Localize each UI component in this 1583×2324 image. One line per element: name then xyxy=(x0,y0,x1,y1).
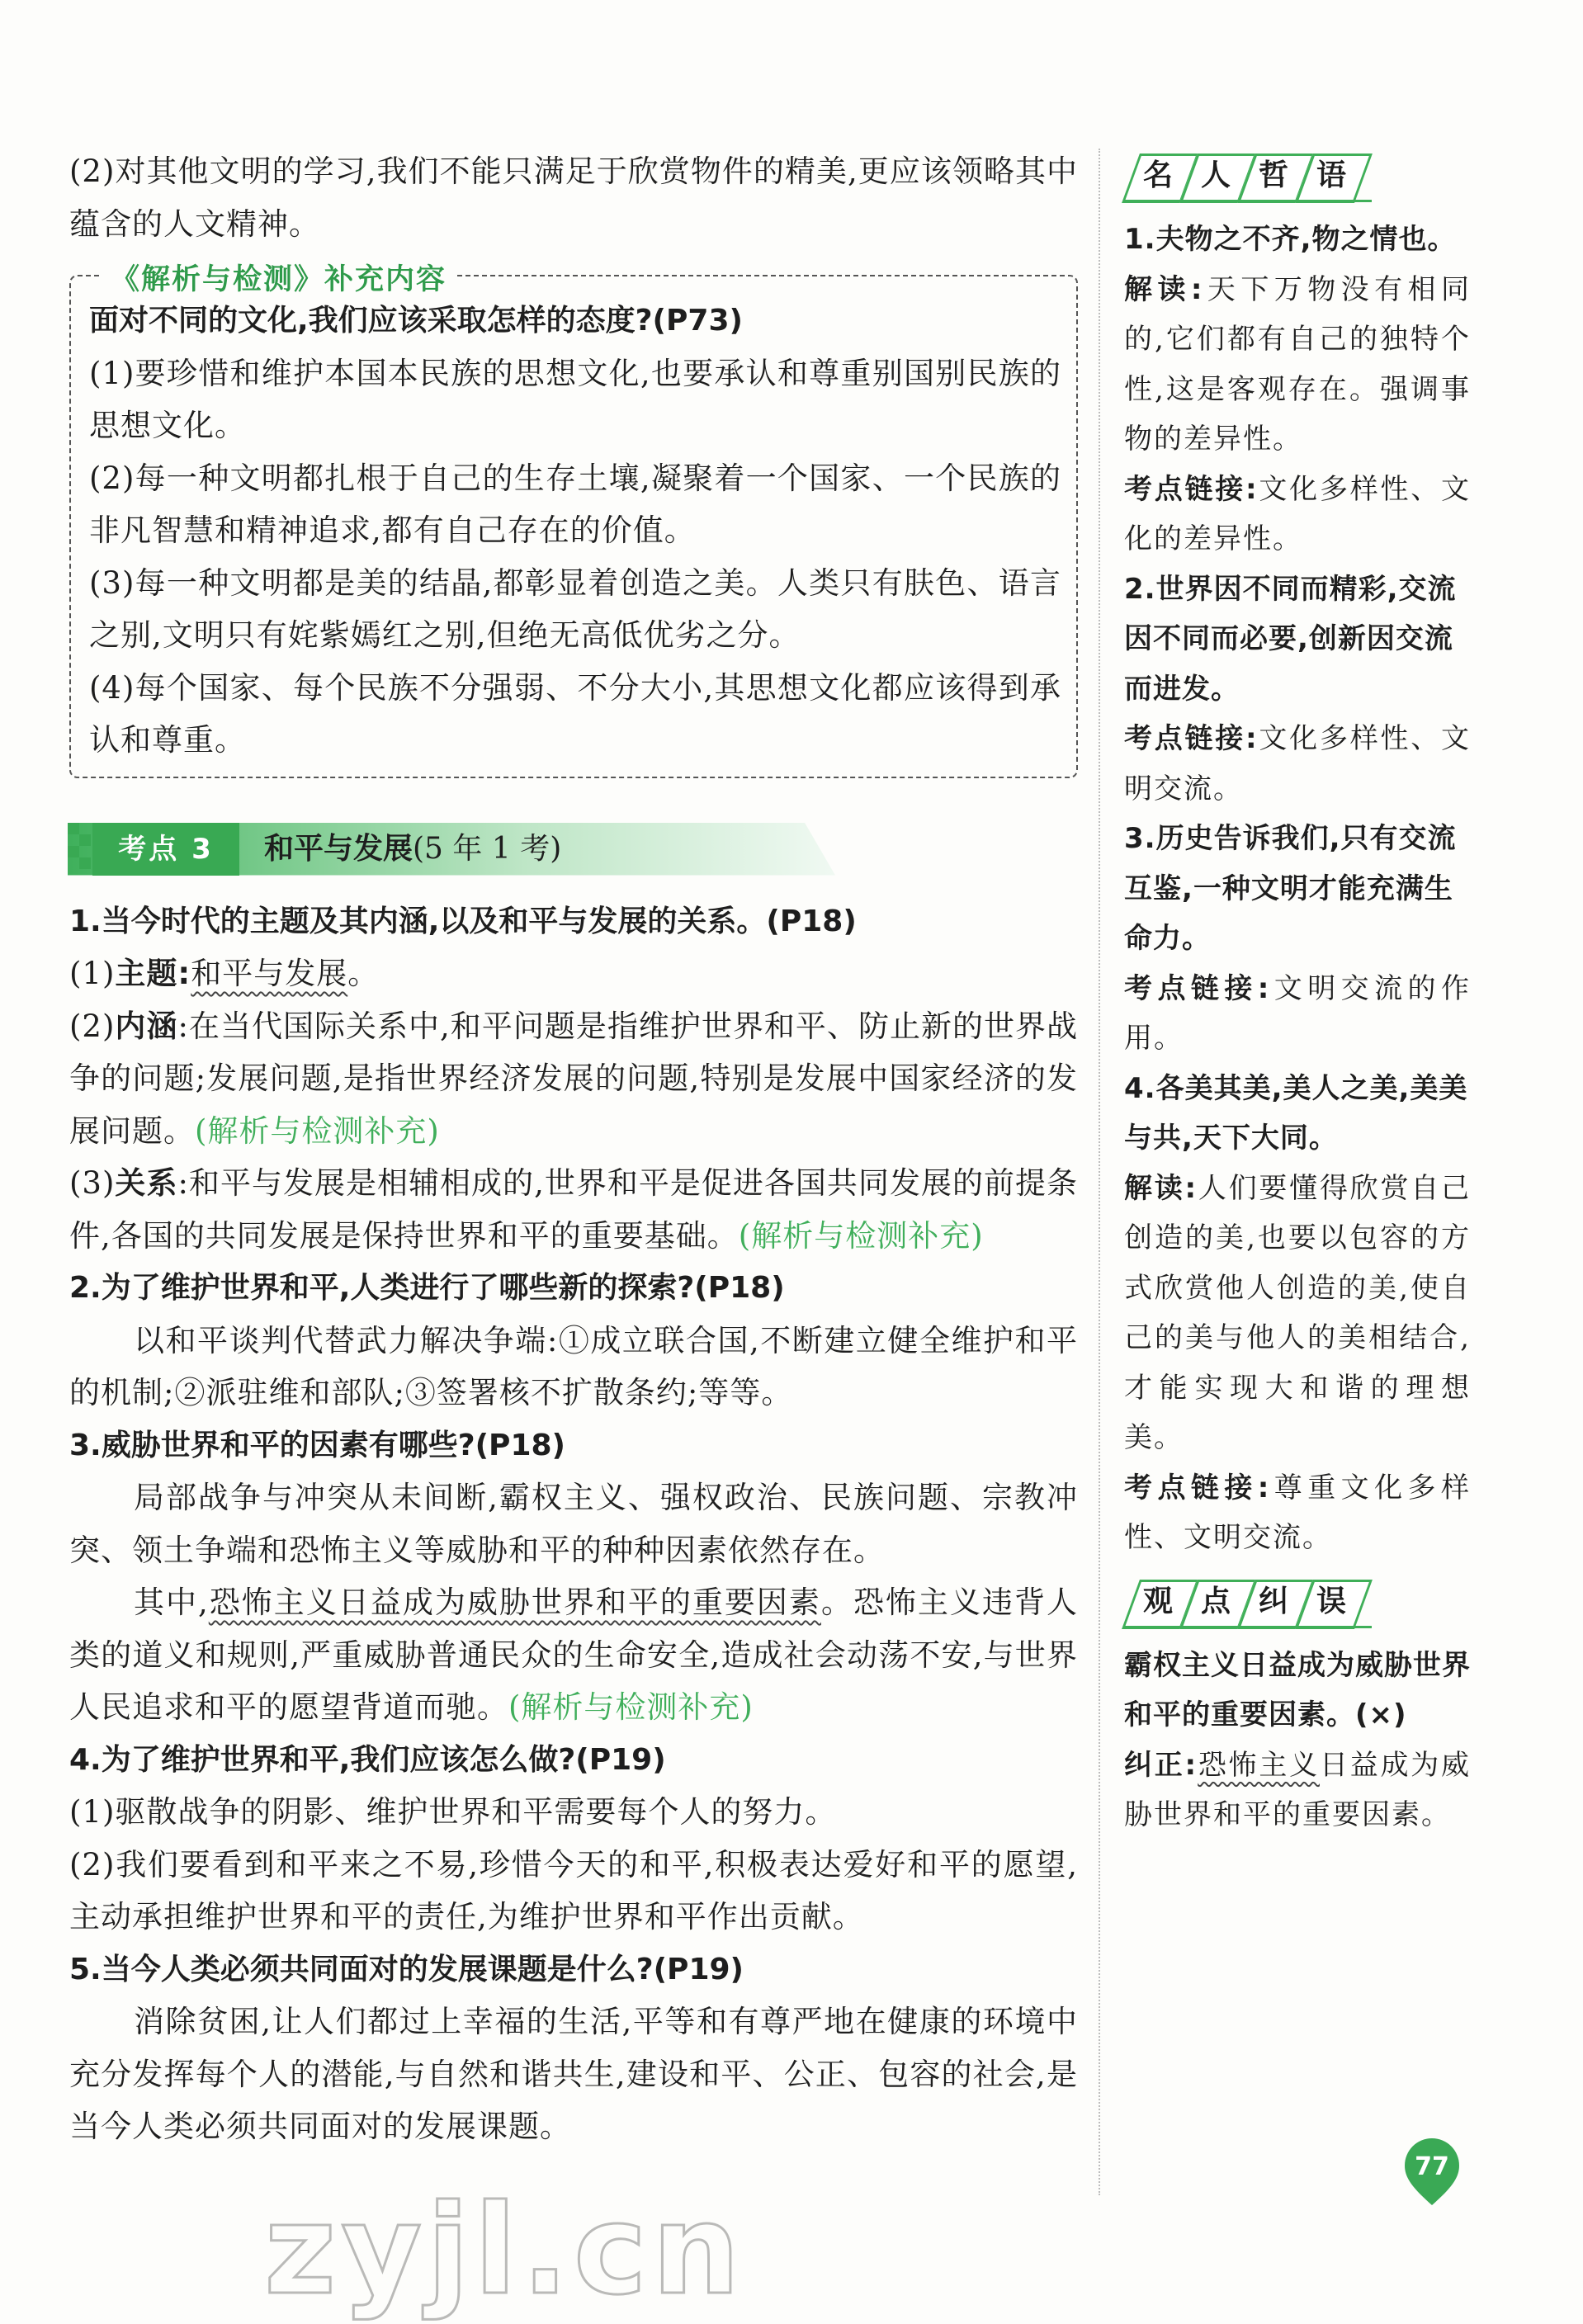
quote-3-link xyxy=(1124,964,1471,1064)
quotes-header-char: 语 xyxy=(1316,158,1346,192)
section-title xyxy=(264,823,561,876)
quote-4-interpretation xyxy=(1124,1164,1471,1463)
supplement-box xyxy=(69,275,1078,778)
supplement-title: 《解析与检测》补充内容 xyxy=(102,257,455,298)
q1-p1-value: 和平与发展 xyxy=(191,956,348,991)
fix-label: 纠正: xyxy=(1124,1748,1198,1782)
section-subtitle: (5 年 1 考) xyxy=(413,831,562,866)
correction-header-char: 点 xyxy=(1200,1584,1231,1618)
quotes-header-char: 哲 xyxy=(1258,158,1288,192)
question-2: 2.为了维护世界和平,人类进行了哪些新的探索?(P18) xyxy=(69,1271,785,1305)
quote-1: 1.夫物之不齐,物之情也。 xyxy=(1124,223,1457,256)
supplement-section xyxy=(69,263,1078,778)
header-underline xyxy=(1124,1626,1372,1628)
supplement-item: (1)要珍惜和维护本国本民族的思想文化,也要承认和尊重别国别民族的思想文化。 xyxy=(89,355,1061,443)
wrong-statement: 霸权主义日益成为威胁世界和平的重要因素。(×) xyxy=(1124,1648,1471,1731)
q1-p2-text: :在当代国际关系中,和平问题是指维护世界和平、防止新的世界战争的问题;发展问题,是指世界经济发展的问题,特别是发展中国家经济的发展问题。 xyxy=(69,1008,1079,1149)
main-column xyxy=(69,145,1078,2153)
correction-header xyxy=(1124,1575,1471,1629)
quote-1-link xyxy=(1124,465,1471,564)
correction-header-char: 观 xyxy=(1142,1584,1173,1618)
fix-rest: 日益成为威胁世界和平的重要因素。 xyxy=(1124,1748,1472,1831)
link-label: 考点链接: xyxy=(1124,1471,1271,1504)
link-text: 文化多样性、文明交流。 xyxy=(1124,722,1471,805)
section-banner xyxy=(68,823,1078,876)
q1-p2-note: (解析与检测补充) xyxy=(195,1112,440,1149)
quotes-header-char: 人 xyxy=(1200,158,1231,192)
q3-a2-rest: 。恐怖主义违背人类的道义和规则,严重威胁普通民众的生命安全,造成社会动荡不安,与世界人民追求和平的愿望背道而驰。 xyxy=(69,1585,1079,1725)
correction-header-char: 误 xyxy=(1316,1584,1346,1618)
watermark: zyjl.cn xyxy=(264,2179,745,2322)
quote-4: 4.各美其美,美人之美,美美与共,天下大同。 xyxy=(1124,1071,1468,1155)
link-label: 考点链接: xyxy=(1124,722,1259,755)
page-number: 77 xyxy=(1415,2152,1449,2181)
question-4: 4.为了维护世界和平,我们应该怎么做?(P19) xyxy=(69,1742,666,1777)
link-text: 文明交流的作用。 xyxy=(1124,971,1471,1055)
q3-a2-prefix: 其中, xyxy=(134,1585,209,1620)
q3-a2-emphasis: 恐怖主义日益成为威胁世界和平的重要因素 xyxy=(208,1585,821,1620)
question-1: 1.当今时代的主题及其内涵,以及和平与发展的关系。(P18) xyxy=(69,904,857,938)
q1-p3-note: (解析与检测补充) xyxy=(738,1217,984,1254)
correction-text xyxy=(1124,1741,1471,1840)
fix-emphasis: 恐怖主义 xyxy=(1198,1748,1320,1782)
quotes-header xyxy=(1124,149,1471,203)
quote-3: 3.历史告诉我们,只有交流互鉴,一种文明才能充满生命力。 xyxy=(1124,822,1457,955)
interp-text: 人们要懂得欣赏自己创造的美,也要以包容的方式欣赏他人创造的美,使自己的美与他人的美相结合,才能实现大和谐的理想美。 xyxy=(1124,1171,1471,1454)
q1-point-2 xyxy=(69,1000,1078,1158)
q1-p1-prefix: (1) xyxy=(69,956,116,991)
interp-label: 解读: xyxy=(1124,1171,1198,1205)
link-text: 尊重文化多样性、文明交流。 xyxy=(1124,1471,1471,1554)
q1-p1-end: 。 xyxy=(347,956,380,991)
quote-2: 2.世界因不同而精彩,交流因不同而必要,创新因交流而进发。 xyxy=(1124,572,1457,706)
interp-text: 天下万物没有相同的,它们都有自己的独特个性,这是客观存在。强调事物的差异性。 xyxy=(1124,272,1471,456)
q1-p3-text: :和平与发展是相辅相成的,世界和平是促进各国共同发展的前提条件,各国的共同发展是保持世界和平的重要基础。 xyxy=(69,1165,1079,1254)
supplement-item: (4)每个国家、每个民族不分强弱、不分大小,其思想文化都应该得到承认和尊重。 xyxy=(89,669,1061,758)
supplement-question: 面对不同的文化,我们应该采取怎样的态度?(P73) xyxy=(89,304,743,338)
q1-p2-label: 内涵 xyxy=(115,1008,178,1044)
link-label: 考点链接: xyxy=(1124,472,1259,506)
question-5: 5.当今人类必须共同面对的发展课题是什么?(P19) xyxy=(69,1952,744,1986)
quotes-header-char: 名 xyxy=(1142,158,1173,192)
q4-item: (1)驱散战争的阴影、维护世界和平需要每个人的努力。 xyxy=(69,1794,837,1830)
section-tag: 考点 3 xyxy=(92,823,239,876)
q3-answer-1: 局部战争与冲突从未间断,霸权主义、强权政治、民族问题、宗教冲突、领土争端和恐怖主义等威胁和平的种种因素依然存在。 xyxy=(69,1480,1078,1568)
supplement-item: (3)每一种文明都是美的结晶,都彰显着创造之美。人类只有肤色、语言之别,文明只有姹紫嫣红之别,但绝无高低优劣之分。 xyxy=(89,564,1061,653)
section-title-text: 和平与发展 xyxy=(264,831,413,866)
banner-squares-icon xyxy=(68,823,92,876)
link-text: 文化多样性、文化的差异性。 xyxy=(1124,472,1471,555)
correction-header-char: 纠 xyxy=(1258,1584,1288,1618)
quote-4-link xyxy=(1124,1463,1471,1563)
supplement-item: (2)每一种文明都扎根于自己的生存土壤,凝聚着一个国家、一个民族的非凡智慧和精神追求,都有自己存在的价值。 xyxy=(89,460,1061,548)
q1-p1-label: 主题 xyxy=(115,956,178,991)
question-3: 3.威胁世界和平的因素有哪些?(P18) xyxy=(69,1428,565,1462)
column-divider xyxy=(1099,149,1100,2195)
q5-answer: 消除贫困,让人们都过上幸福的生活,平等和有尊严地在健康的环境中充分发挥每个人的潜能,与自然和谐共生,建设和平、公正、包容的社会,是当今人类必须共同面对的发展课题。 xyxy=(69,2004,1078,2144)
q3-a2-note: (解析与检测补充) xyxy=(508,1689,754,1725)
intro-paragraph: (2)对其他文明的学习,我们不能只满足于欣赏物件的精美,更应该领略其中蕴含的人文精神。 xyxy=(69,154,1078,242)
q1-p3-prefix: (3) xyxy=(69,1165,116,1201)
q4-item: (2)我们要看到和平来之不易,珍惜今天的和平,积极表达爱好和平的愿望,主动承担维护世界和平的责任,为维护世界和平作出贡献。 xyxy=(69,1846,1078,1934)
quote-1-interpretation xyxy=(1124,265,1471,465)
q1-p3-label: 关系 xyxy=(115,1165,178,1201)
q1-point-1 xyxy=(69,947,1078,1000)
q1-point-3 xyxy=(69,1157,1078,1262)
q2-answer: 以和平谈判代替武力解决争端:①成立联合国,不断建立健全维护和平的机制;②派驻维和部队;③签署核不扩散条约;等等。 xyxy=(69,1322,1078,1410)
link-label: 考点链接: xyxy=(1124,971,1271,1005)
interp-label: 解读: xyxy=(1124,272,1204,306)
sidebar xyxy=(1124,149,1471,1840)
quote-2-link xyxy=(1124,714,1471,814)
q1-p1-colon: : xyxy=(177,956,191,991)
q1-p2-prefix: (2) xyxy=(69,1008,116,1044)
header-underline xyxy=(1124,200,1372,202)
q3-answer-2 xyxy=(69,1576,1078,1734)
